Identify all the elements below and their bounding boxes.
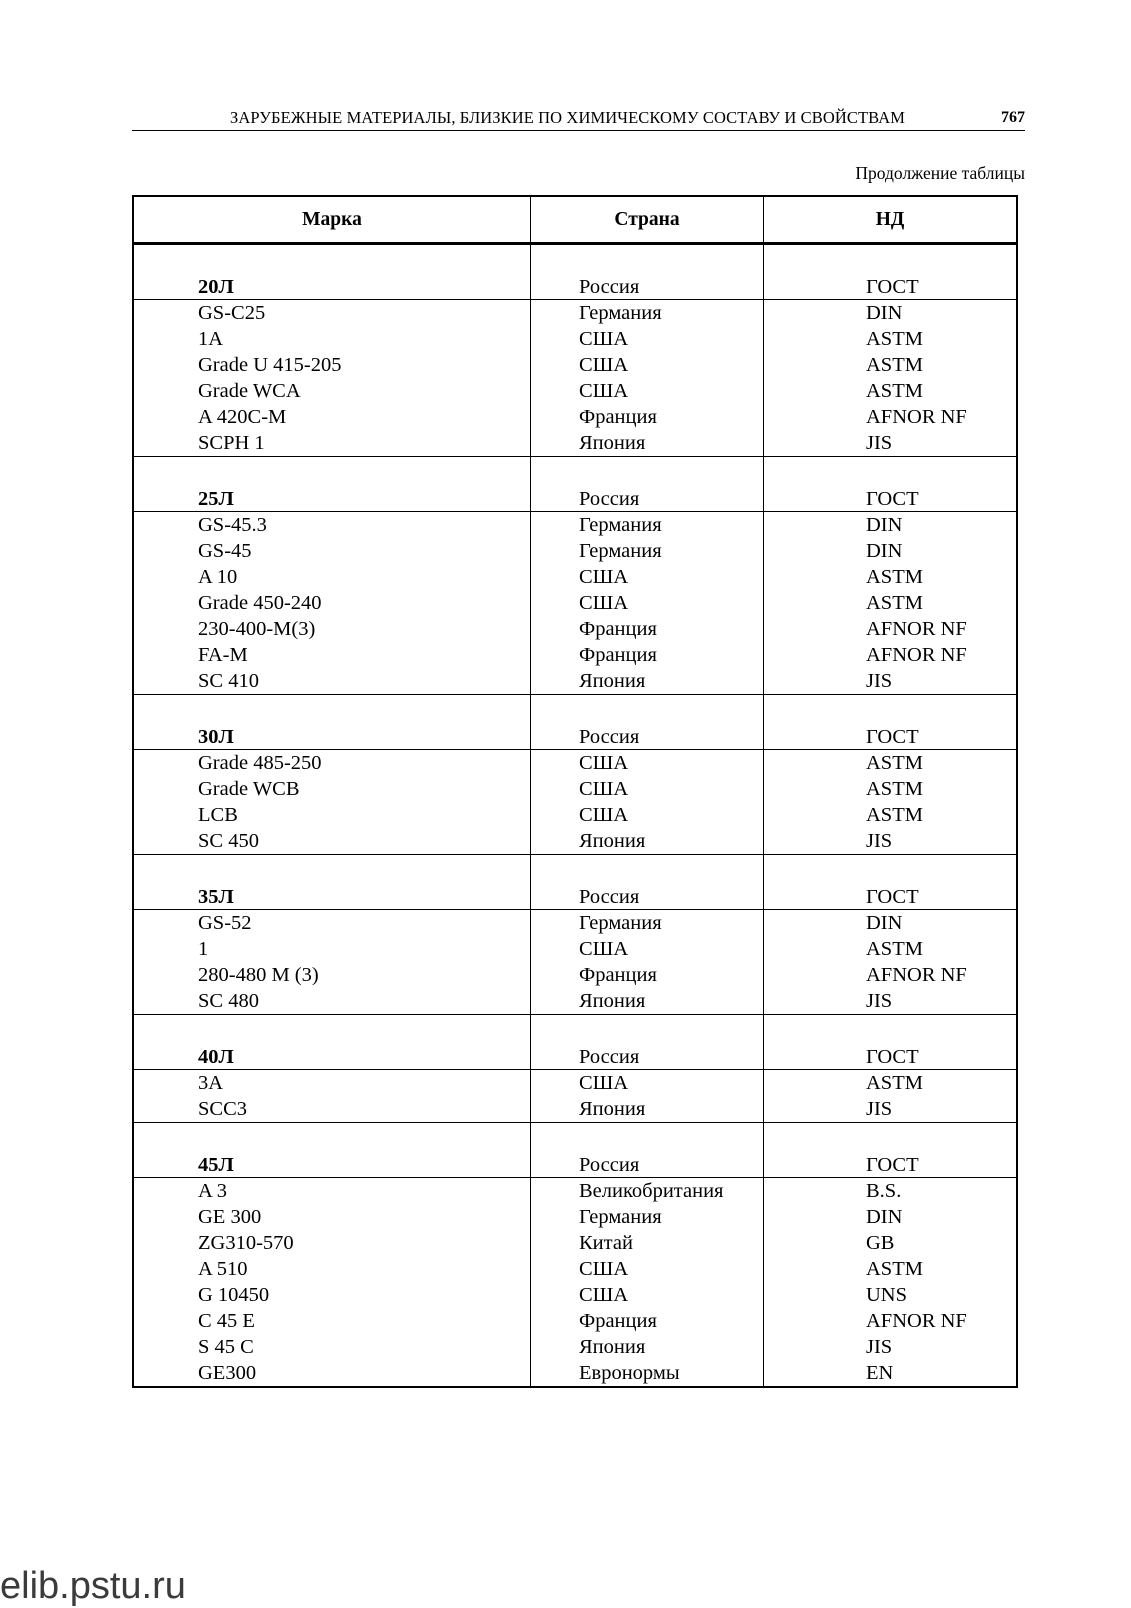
grade-cell: Grade 485-250 [134, 750, 531, 776]
spacer-cell [134, 245, 531, 272]
grade-group [132, 245, 1018, 457]
grade-cell: GS-45.3 [134, 512, 531, 538]
country-cell: США [531, 326, 764, 352]
grade-cell: SCC3 [134, 1096, 531, 1122]
table-row [134, 1178, 1016, 1204]
table-row [134, 642, 1016, 668]
standard-cell: DIN [866, 1206, 903, 1228]
standard-cell: ASTM [866, 354, 923, 376]
grade-cell: 1A [134, 326, 531, 352]
country-cell: Россия [531, 882, 764, 909]
country-cell: США [531, 590, 764, 616]
table-row [134, 750, 1016, 776]
standard-cell: AFNOR NF [866, 406, 967, 428]
country-cell: Германия [531, 1204, 764, 1230]
country-cell: США [531, 936, 764, 962]
spacer-cell [764, 1015, 1016, 1042]
grade-group [132, 457, 1018, 695]
table-row [134, 802, 1016, 828]
grade-cell: GE 300 [134, 1204, 531, 1230]
page-number: 767 [1001, 109, 1025, 126]
table-row [134, 1096, 1016, 1122]
grade-cell: Grade 450-240 [134, 590, 531, 616]
country-cell: Япония [531, 828, 764, 854]
table-row [134, 910, 1016, 936]
group-lead-row [134, 272, 1016, 300]
table-row [134, 590, 1016, 616]
table-row [134, 1282, 1016, 1308]
grade-cell: 30Л [134, 722, 531, 749]
standard-cell: JIS [866, 1336, 893, 1358]
standard-cell: DIN [866, 912, 903, 934]
group-spacer [134, 695, 1016, 722]
standard-cell: ASTM [866, 938, 923, 960]
standard-cell: ASTM [866, 566, 923, 588]
grade-cell: S 45 C [134, 1334, 531, 1360]
table-body [132, 245, 1018, 1388]
country-cell: Япония [531, 430, 764, 456]
standard-cell: AFNOR NF [866, 964, 967, 986]
grade-cell: SC 480 [134, 988, 531, 1014]
grade-cell: Grade WCB [134, 776, 531, 802]
country-cell: Россия [531, 272, 764, 299]
standard-cell: UNS [866, 1284, 908, 1306]
table-row [134, 1256, 1016, 1282]
header-country: Страна [531, 197, 764, 242]
standard-cell: JIS [866, 432, 893, 454]
spacer-cell [134, 457, 531, 484]
grade-cell: A 510 [134, 1256, 531, 1282]
grade-cell: GS-C25 [134, 300, 531, 326]
country-cell: США [531, 1070, 764, 1096]
grade-cell: Grade U 415-205 [134, 352, 531, 378]
country-cell: Россия [531, 484, 764, 511]
standard-cell: AFNOR NF [866, 618, 967, 640]
table-row [134, 1334, 1016, 1360]
standard-cell: EN [866, 1362, 894, 1384]
table-row [134, 430, 1016, 456]
country-cell: Япония [531, 668, 764, 694]
country-cell: Россия [531, 722, 764, 749]
standard-cell: ASTM [866, 380, 923, 402]
grade-cell: FA-M [134, 642, 531, 668]
grade-group [132, 855, 1018, 1015]
group-spacer [134, 245, 1016, 272]
table-row [134, 1308, 1016, 1334]
header-standard: НД [875, 208, 905, 230]
standard-cell: JIS [866, 990, 893, 1012]
spacer-cell [134, 855, 531, 882]
table-row [134, 1230, 1016, 1256]
standard-cell: JIS [866, 830, 893, 852]
grade-cell: 3A [134, 1070, 531, 1096]
country-cell: Франция [531, 616, 764, 642]
grade-cell: A 3 [134, 1178, 531, 1204]
country-cell: Франция [531, 1308, 764, 1334]
standard-cell: DIN [866, 514, 903, 536]
country-cell: Япония [531, 988, 764, 1014]
steel-grades-table [132, 195, 1018, 1388]
grade-cell: 25Л [134, 484, 531, 511]
table-row [134, 776, 1016, 802]
standard-cell: ГОСТ [866, 726, 919, 748]
country-cell: США [531, 776, 764, 802]
grade-cell: G 10450 [134, 1282, 531, 1308]
standard-cell: ASTM [866, 752, 923, 774]
country-cell: США [531, 1256, 764, 1282]
standard-cell: GB [866, 1232, 895, 1254]
table-row [134, 1360, 1016, 1386]
country-cell: Россия [531, 1042, 764, 1069]
spacer-cell [531, 457, 764, 484]
group-spacer [134, 457, 1016, 484]
grade-cell: 20Л [134, 272, 531, 299]
standard-cell: ASTM [866, 592, 923, 614]
grade-cell: GS-45 [134, 538, 531, 564]
table-row [134, 326, 1016, 352]
grade-group [132, 1123, 1018, 1388]
standard-cell: ASTM [866, 778, 923, 800]
country-cell: Франция [531, 962, 764, 988]
spacer-cell [764, 695, 1016, 722]
group-lead-row [134, 1150, 1016, 1178]
running-head [132, 104, 1025, 131]
grade-cell: Grade WCA [134, 378, 531, 404]
grade-cell: SCPH 1 [134, 430, 531, 456]
grade-cell: 1 [134, 936, 531, 962]
table-row [134, 962, 1016, 988]
table-row [134, 936, 1016, 962]
grade-cell: GE300 [134, 1360, 531, 1386]
grade-cell: A 10 [134, 564, 531, 590]
table-header-row [132, 195, 1018, 245]
country-cell: Китай [531, 1230, 764, 1256]
grade-group [132, 695, 1018, 855]
standard-cell: DIN [866, 540, 903, 562]
standard-cell: AFNOR NF [866, 644, 967, 666]
table-row [134, 668, 1016, 694]
grade-cell: 40Л [134, 1042, 531, 1069]
spacer-cell [531, 1123, 764, 1150]
group-spacer [134, 1123, 1016, 1150]
grade-cell: SC 410 [134, 668, 531, 694]
country-cell: Великобритания [531, 1178, 764, 1204]
group-spacer [134, 855, 1016, 882]
spacer-cell [134, 1015, 531, 1042]
table-row [134, 1204, 1016, 1230]
table-row [134, 512, 1016, 538]
country-cell: Россия [531, 1150, 764, 1177]
grade-cell: ZG310-570 [134, 1230, 531, 1256]
spacer-cell [134, 695, 531, 722]
standard-cell: ГОСТ [866, 488, 919, 510]
grade-cell: SC 450 [134, 828, 531, 854]
country-cell: США [531, 352, 764, 378]
group-lead-row [134, 1042, 1016, 1070]
spacer-cell [134, 1123, 531, 1150]
table-row [134, 1070, 1016, 1096]
table-row [134, 352, 1016, 378]
table-row [134, 378, 1016, 404]
spacer-cell [531, 855, 764, 882]
country-cell: Германия [531, 538, 764, 564]
grade-cell: C 45 E [134, 1308, 531, 1334]
standard-cell: ГОСТ [866, 886, 919, 908]
spacer-cell [764, 245, 1016, 272]
country-cell: США [531, 802, 764, 828]
spacer-cell [764, 457, 1016, 484]
spacer-cell [531, 245, 764, 272]
spacer-cell [764, 855, 1016, 882]
group-lead-row [134, 484, 1016, 512]
country-cell: Германия [531, 300, 764, 326]
country-cell: Евронормы [531, 1360, 764, 1386]
country-cell: Япония [531, 1096, 764, 1122]
table-row [134, 538, 1016, 564]
grade-cell: GS-52 [134, 910, 531, 936]
grade-cell: A 420C-M [134, 404, 531, 430]
standard-cell: ASTM [866, 328, 923, 350]
running-head-title: ЗАРУБЕЖНЫЕ МАТЕРИАЛЫ, БЛИЗКИЕ ПО ХИМИЧЕСКОМУ СОСТАВУ И СВОЙСТВАМ [230, 108, 906, 127]
standard-cell: B.S. [866, 1180, 902, 1202]
country-cell: Франция [531, 404, 764, 430]
country-cell: Германия [531, 512, 764, 538]
country-cell: США [531, 750, 764, 776]
table-row [134, 404, 1016, 430]
header-grade: Марка [134, 197, 531, 242]
country-cell: Франция [531, 642, 764, 668]
standard-cell: ГОСТ [866, 1154, 919, 1176]
standard-cell: ASTM [866, 1258, 923, 1280]
standard-cell: JIS [866, 670, 893, 692]
country-cell: Япония [531, 1334, 764, 1360]
grade-cell: LCB [134, 802, 531, 828]
grade-cell: 230-400-M(3) [134, 616, 531, 642]
country-cell: Германия [531, 910, 764, 936]
table-row [134, 828, 1016, 854]
standard-cell: AFNOR NF [866, 1310, 967, 1332]
table-row [134, 300, 1016, 326]
standard-cell: ASTM [866, 1072, 923, 1094]
standard-cell: ASTM [866, 804, 923, 826]
country-cell: США [531, 378, 764, 404]
group-lead-row [134, 882, 1016, 910]
standard-cell: DIN [866, 302, 903, 324]
group-spacer [134, 1015, 1016, 1042]
table-continuation-label: Продолжение таблицы [855, 163, 1025, 183]
country-cell: США [531, 564, 764, 590]
table-row [134, 564, 1016, 590]
grade-group [132, 1015, 1018, 1123]
spacer-cell [531, 1015, 764, 1042]
standard-cell: ГОСТ [866, 1046, 919, 1068]
table-row [134, 988, 1016, 1014]
standard-cell: ГОСТ [866, 276, 919, 298]
spacer-cell [531, 695, 764, 722]
watermark: elib.pstu.ru [0, 1565, 186, 1607]
grade-cell: 45Л [134, 1150, 531, 1177]
standard-cell: JIS [866, 1098, 893, 1120]
country-cell: США [531, 1282, 764, 1308]
grade-cell: 280-480 M (3) [134, 962, 531, 988]
grade-cell: 35Л [134, 882, 531, 909]
group-lead-row [134, 722, 1016, 750]
table-row [134, 616, 1016, 642]
spacer-cell [764, 1123, 1016, 1150]
